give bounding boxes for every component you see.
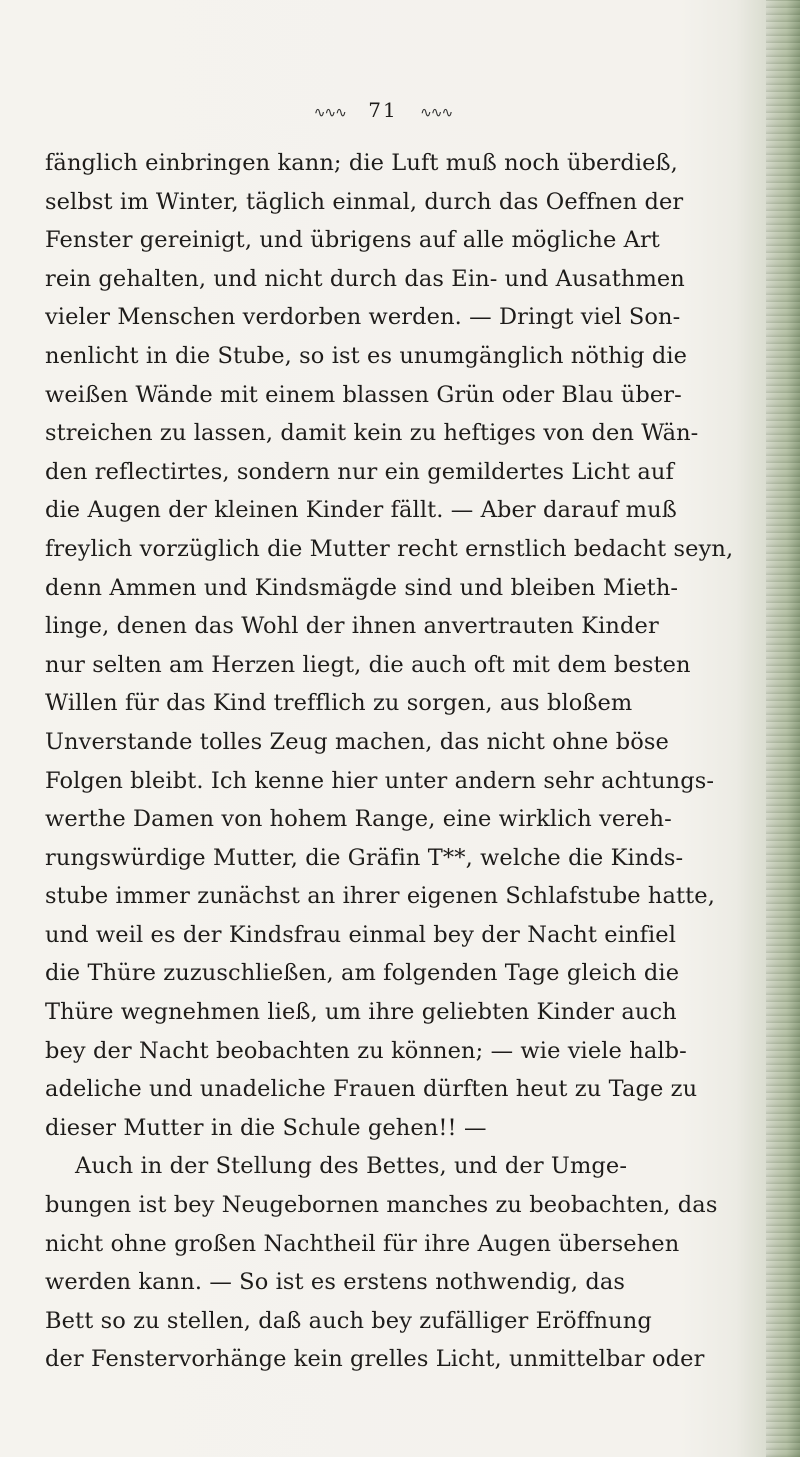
text-line: nenlicht in die Stube, so ist es unumgänglich nöthig die bbox=[45, 342, 688, 369]
text-line: Fenster gereinigt, und übrigens auf alle mögliche Art bbox=[45, 227, 660, 254]
text-line: bungen ist bey Neugebornen manches zu beobachten, das bbox=[45, 1192, 718, 1219]
text-line: nur selten am Herzen liegt, die auch oft mit dem besten bbox=[45, 651, 691, 678]
text-line: Folgen bleibt. Ich kenne hier unter andern sehr achtungs- bbox=[45, 767, 715, 794]
text-line: rein gehalten, und nicht durch das Ein- und Ausathmen bbox=[45, 265, 685, 292]
text-line: Willen für das Kind trefflich zu sorgen, aus bloßem bbox=[45, 690, 633, 717]
text-line: freylich vorzüglich die Mutter recht ernstlich bedacht seyn, bbox=[45, 535, 734, 562]
text-line: die Augen der kleinen Kinder fällt. — Aber darauf muß bbox=[45, 497, 677, 524]
text-line: vieler Menschen verdorben werden. — Dringt viel Son- bbox=[45, 304, 681, 331]
text-line: den reflectirtes, sondern nur ein gemildertes Licht auf bbox=[45, 458, 674, 485]
text-line: werthe Damen von hohem Range, eine wirklich vereh- bbox=[45, 806, 672, 833]
ornament-right: ∿∿∿ bbox=[420, 105, 453, 121]
text-line: die Thüre zuzuschließen, am folgenden Tage gleich die bbox=[45, 960, 680, 987]
text-line: denn Ammen und Kindsmägde sind und bleiben Mieth- bbox=[45, 574, 679, 601]
body-text bbox=[45, 144, 765, 1379]
text-line: adeliche und unadeliche Frauen dürften heut zu Tage zu bbox=[45, 1076, 698, 1103]
text-line: und weil es der Kindsfrau einmal bey der Nacht einfiel bbox=[45, 921, 677, 948]
text-line: werden kann. — So ist es erstens nothwendig, das bbox=[45, 1269, 626, 1296]
text-line: Unverstande tolles Zeug machen, das nicht ohne böse bbox=[45, 728, 669, 755]
text-line: stube immer zunächst an ihrer eigenen Schlafstube hatte, bbox=[45, 883, 715, 910]
text-line: fänglich einbringen kann; die Luft muß noch überdieß, bbox=[45, 150, 678, 176]
page-number: 71 bbox=[368, 98, 398, 122]
text-line: weißen Wände mit einem blassen Grün oder Blau über- bbox=[45, 381, 682, 408]
text-line: bey der Nacht beobachten zu können; — wie viele halb- bbox=[45, 1037, 687, 1064]
text-line: der Fenstervorhänge kein grelles Licht, unmittelbar oder bbox=[45, 1346, 705, 1373]
ornament-left: ∿∿∿ bbox=[313, 105, 346, 121]
text-line: Thüre wegnehmen ließ, um ihre geliebten Kinder auch bbox=[45, 999, 677, 1026]
text-line: selbst im Winter, täglich einmal, durch das Oeffnen der bbox=[45, 188, 684, 215]
paragraph-start-line: Auch in der Stellung des Bettes, und der Umge- bbox=[75, 1153, 628, 1180]
text-line: linge, denen das Wohl der ihnen anvertrauten Kinder bbox=[45, 613, 659, 640]
text-line: streichen zu lassen, damit kein zu heftiges von den Wän- bbox=[45, 420, 699, 447]
text-line: Bett so zu stellen, daß auch bey zufälliger Eröffnung bbox=[45, 1307, 652, 1334]
text-line: nicht ohne großen Nachtheil für ihre Augen übersehen bbox=[45, 1230, 680, 1257]
page-edge-shadow bbox=[766, 0, 800, 1457]
text-line: dieser Mutter in die Schule gehen!! — bbox=[45, 1114, 487, 1141]
text-line: rungswürdige Mutter, die Gräfin T**, welche die Kinds- bbox=[45, 844, 684, 871]
page-header bbox=[0, 98, 766, 122]
